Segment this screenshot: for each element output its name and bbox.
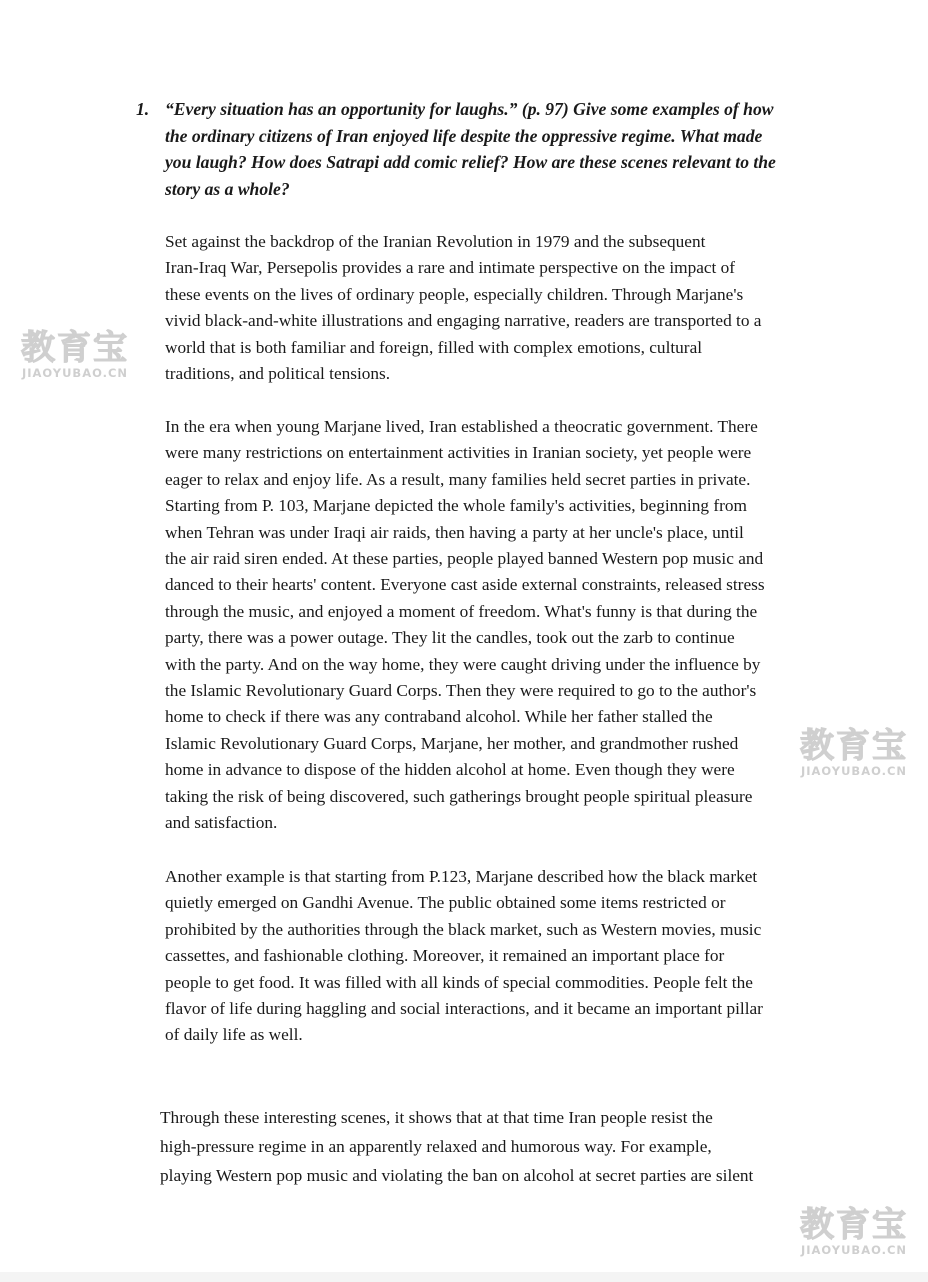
paragraph-line: eager to relax and enjoy life. As a result, many families held secret parties in private. <box>165 469 751 489</box>
paragraph-line: danced to their hearts' content. Everyone cast aside external constraints, released stress <box>165 575 765 595</box>
watermark-logo <box>16 330 134 380</box>
paragraph-line: Islamic Revolutionary Guard Corps, Marjane, her mother, and grandmother rushed <box>165 733 739 753</box>
watermark-en-text: JIAOYUBAO.CN <box>800 1243 908 1257</box>
paragraph-line: cassettes, and fashionable clothing. Moreover, it remained an important place for <box>165 946 725 966</box>
paragraph-line: In the era when young Marjane lived, Iran established a theocratic government. There <box>165 417 758 436</box>
paragraph-line: Iran-Iraq War, Persepolis provides a rare and intimate perspective on the impact of <box>165 258 736 278</box>
paragraph-line: people to get food. It was filled with all kinds of special commodities. People felt the <box>165 972 753 992</box>
paragraph-line: of daily life as well. <box>165 1025 303 1045</box>
paragraph-line: Set against the backdrop of the Iranian Revolution in 1979 and the subsequent <box>165 232 706 251</box>
paragraph-line: traditions, and political tensions. <box>165 364 391 384</box>
paragraph-line: high-pressure regime in an apparently relaxed and humorous way. For example, <box>160 1136 712 1156</box>
paragraph-line: these events on the lives of ordinary people, especially children. Through Marjane's <box>165 284 744 304</box>
paragraph-line: Through these interesting scenes, it shows that at that time Iran people resist the <box>160 1108 713 1127</box>
watermark-cn-text: 教育宝 <box>800 726 908 766</box>
paragraph-line: through the music, and enjoyed a moment of freedom. What's funny is that during the <box>165 601 758 621</box>
paragraph-line: the air raid siren ended. At these parties, people played banned Western pop music and <box>165 549 764 569</box>
paragraph-line: when Tehran was under Iraqi air raids, then having a party at her uncle's place, until <box>165 522 744 542</box>
watermark-logo <box>795 728 913 778</box>
paragraph-line: playing Western pop music and violating the ban on alcohol at secret parties are silent <box>160 1165 754 1185</box>
paragraph-line: prohibited by the authorities through the black market, such as Western movies, music <box>165 919 762 939</box>
watermark-en-text: JIAOYUBAO.CN <box>800 764 908 778</box>
paragraph-line: world that is both familiar and foreign, filled with complex emotions, cultural <box>165 337 703 357</box>
page-bottom-edge <box>0 1272 928 1282</box>
watermark-en-text: JIAOYUBAO.CN <box>21 366 129 380</box>
paragraph-line: Starting from P. 103, Marjane depicted the whole family's activities, beginning from <box>165 496 747 516</box>
paragraph-line: and satisfaction. <box>165 813 278 833</box>
paragraph-line: party, there was a power outage. They lit the candles, took out the zarb to continue <box>165 628 735 648</box>
question-number: 1. <box>136 99 150 119</box>
paragraph-line: with the party. And on the way home, they were caught driving under the influence by <box>165 654 761 674</box>
paragraph-line: vivid black-and-white illustrations and engaging narrative, readers are transported to a <box>165 311 762 331</box>
watermark-cn-text: 教育宝 <box>21 328 129 368</box>
answer-paragraph-4 <box>160 1104 840 1190</box>
question-line: the ordinary citizens of Iran enjoyed life despite the oppressive regime. What made <box>165 125 763 146</box>
watermark-logo <box>795 1207 913 1257</box>
paragraph-line: quietly emerged on Gandhi Avenue. The public obtained some items restricted or <box>165 893 726 913</box>
paragraph-line: home to check if there was any contraband alcohol. While her father stalled the <box>165 707 713 727</box>
paragraph-line: Another example is that starting from P.123, Marjane described how the black market <box>165 867 758 886</box>
question-block <box>136 96 836 202</box>
paragraph-line: flavor of life during haggling and social interactions, and it became an important pillar <box>165 999 763 1019</box>
paragraph-line: were many restrictions on entertainment activities in Iranian society, yet people were <box>165 443 752 463</box>
question-line: you laugh? How does Satrapi add comic relief? How are these scenes relevant to the <box>165 152 776 172</box>
question-line: “Every situation has an opportunity for laughs.” (p. 97) Give some examples of how <box>165 99 774 119</box>
answer-paragraph-2 <box>165 414 845 837</box>
paragraph-line: taking the risk of being discovered, such gatherings brought people spiritual pleasure <box>165 786 753 806</box>
paragraph-line: home in advance to dispose of the hidden alcohol at home. Even though they were <box>165 760 735 780</box>
answer-paragraph-1 <box>165 229 845 387</box>
answer-paragraph-3 <box>165 864 845 1049</box>
paragraph-line: the Islamic Revolutionary Guard Corps. Then they were required to go to the author's <box>165 681 757 701</box>
watermark-cn-text: 教育宝 <box>800 1205 908 1245</box>
question-line: story as a whole? <box>165 178 290 199</box>
